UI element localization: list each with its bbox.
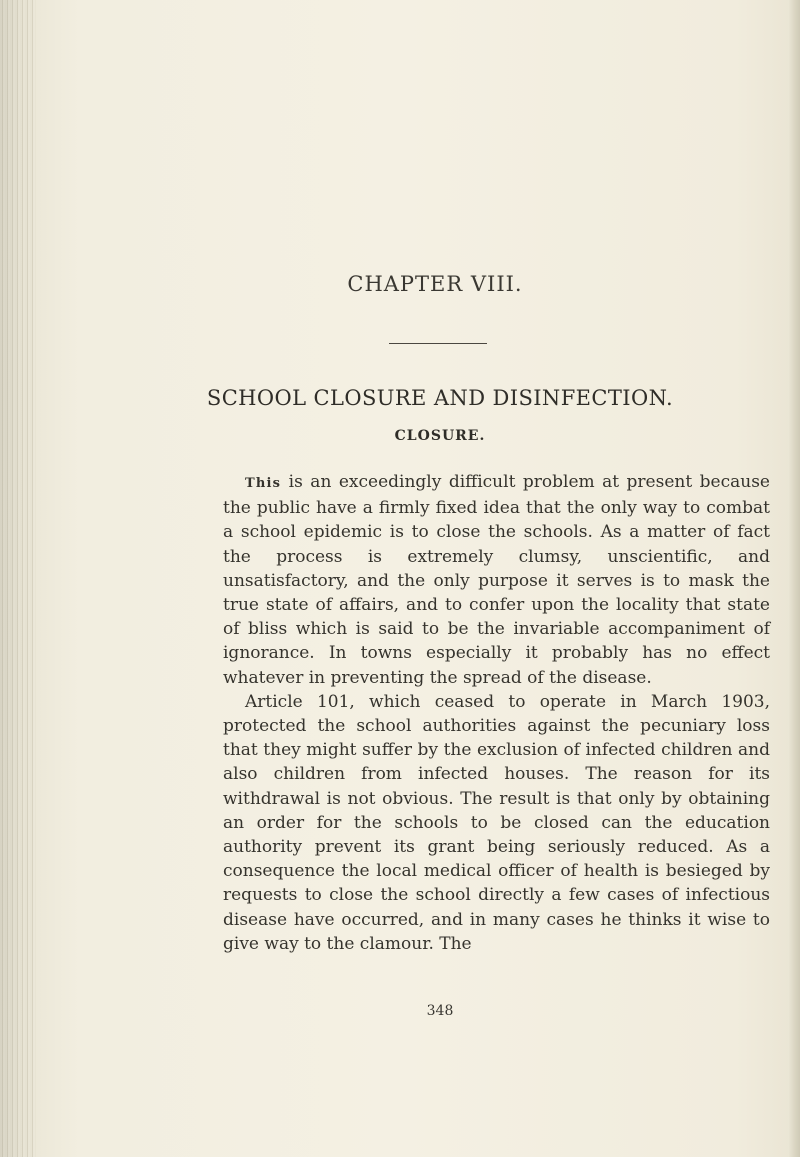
body-text — [223, 470, 770, 956]
paragraph-lead-word: This — [245, 476, 282, 491]
page-outer-edge — [788, 0, 800, 1157]
paragraph — [223, 470, 770, 690]
page-number: 348 — [426, 1003, 454, 1019]
section-subheading: CLOSURE. — [394, 428, 486, 444]
chapter-heading: SCHOOL CLOSURE AND DISINFECTION. — [206, 386, 674, 410]
paragraph-text: is an exceedingly difficult problem at present because the public have a firmly fixed idea that the only way to combat a school epidemic is to close the schools. As a matter of fact the process is extremely clumsy, unscientific, and unsatisfactory, and the only purpose it serves is to mask the true state of affairs, and to confer upon the locality that state of bliss which is said to be the invariable accompaniment of ignorance. In towns especially it probably has no effect whatever in preventing the spread of the disease. — [223, 472, 770, 688]
chapter-title: CHAPTER VIII. — [347, 272, 523, 296]
paragraph-text: Article 101, which ceased to operate in March 1903, protected the school authorities against the pecuniary loss that they might suffer by the exclusion of infected children and also children from infected houses. The reason for its withdrawal is not obvious. The result is that only by obtaining an order for the schools to be closed can the education authority prevent its grant being seriously reduced. As a consequence the local medical officer of health is besieged by requests to close the school directly a few cases of infectious disease have occurred, and in many cases he thinks it wise to give way to the clamour. The — [223, 691, 770, 954]
page-binding-edge — [0, 0, 36, 1157]
paragraph — [223, 690, 770, 956]
heading-divider — [389, 343, 487, 344]
